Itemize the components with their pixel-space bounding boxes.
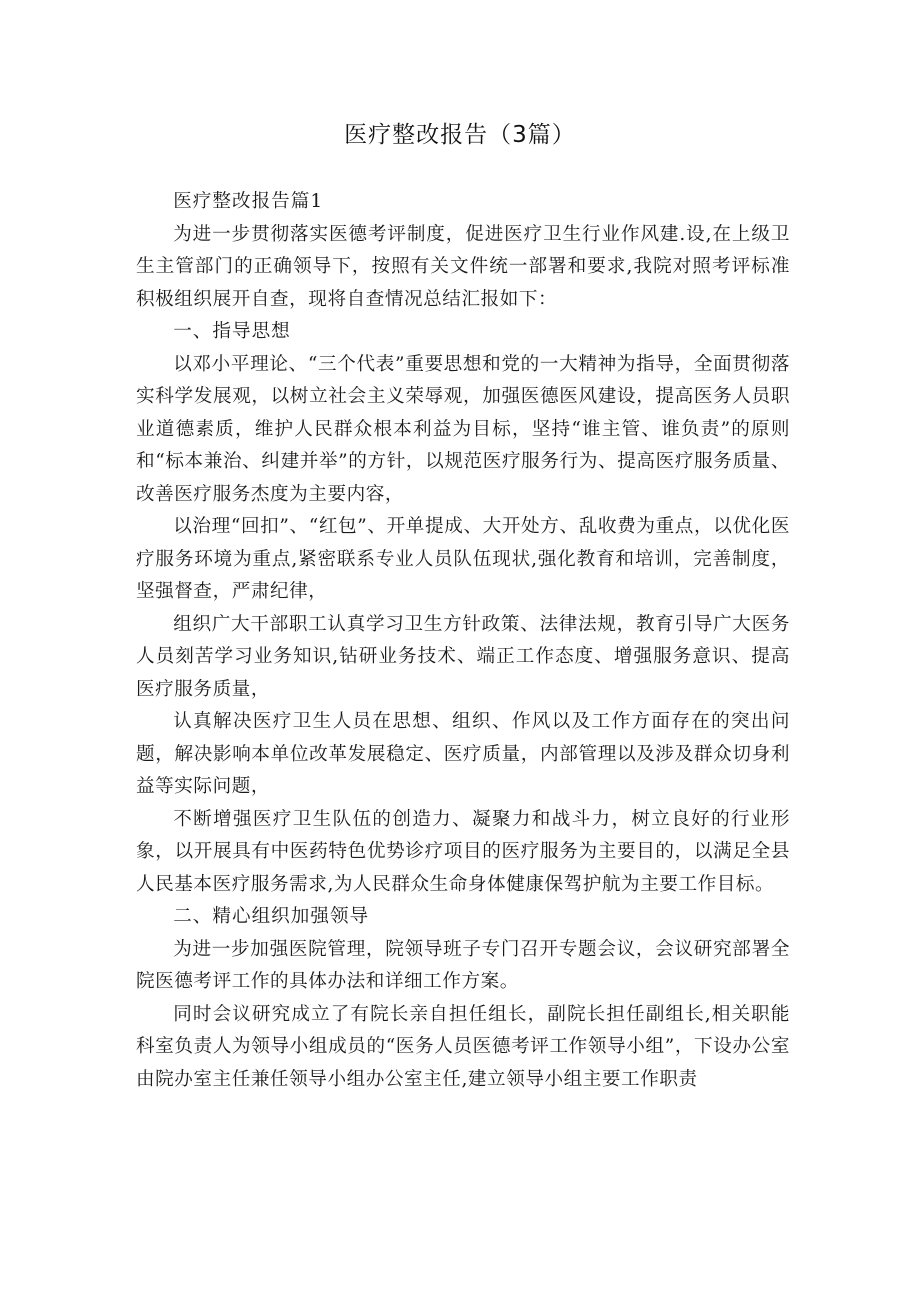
- paragraph-intro: 为进一步贯彻落实医德考评制度，促进医疗卫生行业作风建.设,在上级卫生主管部门的正确领导下，按照有关文件统一部署和要求,我院对照考评标准积极组织展开自查，现将自查情况总结汇报如下：: [136, 223, 790, 310]
- paragraph-guiding-thought: 以邓小平理论、“三个代表”重要思想和党的一大精神为指导，全面贯彻落实科学发展观，以树立社会主义荣辱观，加强医德医风建设，提高医务人员职业道德素质，维护人民群众根本利益为目标，坚持“谁主管、谁负责”的原则和“标本兼治、纠建并举”的方针，以规范医疗服务行为、提高医疗服务质量、改善医疗服务杰度为主要内容，: [136, 353, 790, 505]
- heading-organization-leadership: 二、精心组织加强领导: [173, 906, 370, 927]
- document-body: [136, 186, 790, 1096]
- paragraph-team-goals: 不断增强医疗卫生队伍的创造力、凝聚力和战斗力，树立良好的行业形象，以开展具有中医药特色优势诊疗项目的医疗服务为主要目的，以满足全县人民基本医疗服务需求,为人民群众生命身体健康保驾护航为主要工作目标。: [136, 808, 790, 895]
- paragraph-special-meeting: 为进一步加强医院管理，院领导班子专门召开专题会议，会议研究部署全院医德考评工作的具体办法和详细工作方案。: [136, 938, 790, 992]
- heading-guiding-thought: 一、指导思想: [173, 321, 291, 342]
- paragraph-problem-solving: 认真解决医疗卫生人员在思想、组织、作风以及工作方面存在的突出问题，解决影响本单位改革发展稳定、医疗质量，内部管理以及涉及群众切身利益等实际问题，: [136, 711, 790, 797]
- document-title: 医疗整改报告（3篇）: [344, 122, 576, 148]
- paragraph-staff-education: 组织广大干部职工认真学习卫生方针政策、法律法规，教育引导广大医务人员刻苦学习业务知识,钻研业务技术、端正工作态度、增强服务意识、提高医疗服务质量，: [136, 613, 790, 700]
- paragraph-leading-group: 同时会议研究成立了有院长亲自担任组长，副院长担任副组长,相关职能科室负责人为领导小组成员的“医务人员医德考评工作领导小组”，下设办公室由院办室主任兼任领导小组办公室主任,建立领导小组主要工作职责: [136, 1003, 790, 1090]
- section-heading: 医疗整改报告篇1: [173, 191, 324, 212]
- paragraph-governance-focus: 以治理“回扣”、“红包”、开单提成、大开处方、乱收费为重点，以优化医疗服务环境为重点,紧密联系专业人员队伍现状,强化教育和培训，完善制度，坚强督查，严肃纪律，: [136, 516, 790, 602]
